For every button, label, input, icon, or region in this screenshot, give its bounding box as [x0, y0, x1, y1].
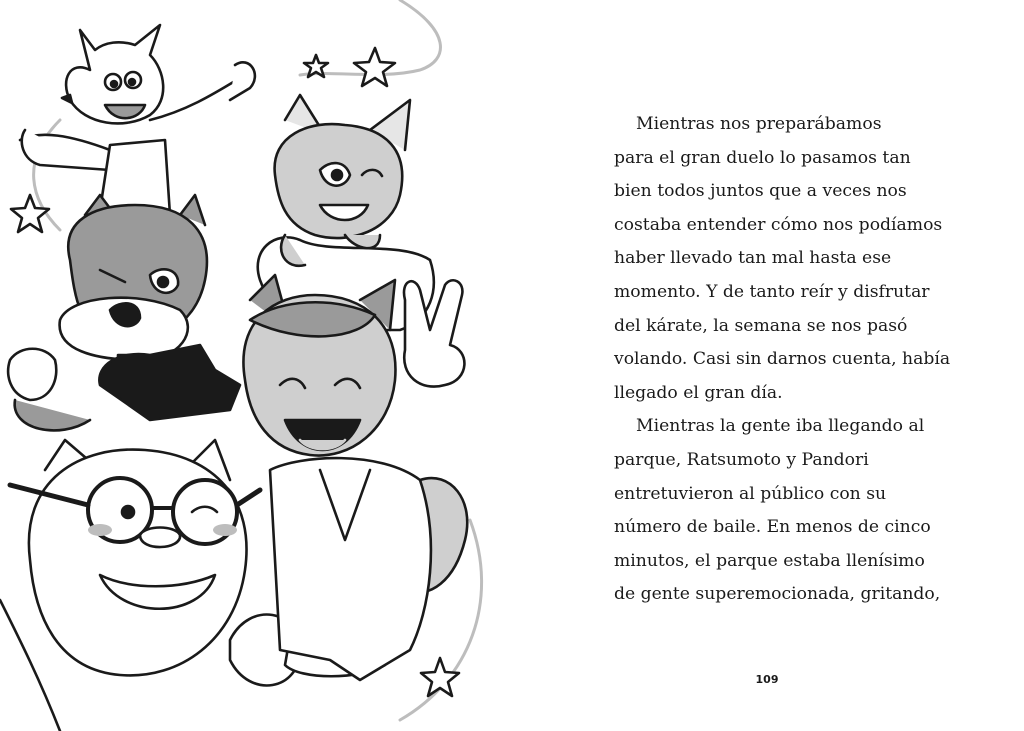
text-line: del kárate, la semana se nos pasó [614, 315, 908, 336]
text-line: costaba entender cómo nos podíamos [614, 214, 943, 235]
text-line: volando. Casi sin darnos cuenta, había [614, 349, 951, 370]
characters-illustration [0, 0, 500, 731]
text-line: de gente superemocionada, gritando, [614, 584, 941, 605]
text-line: Mientras la gente iba llegando al [636, 416, 925, 437]
text-line: minutos, el parque estaba llenísimo [614, 550, 925, 571]
text-line: momento. Y de tanto reír y disfrutar [614, 281, 930, 302]
text-page [614, 108, 951, 612]
text-line: Mientras nos preparábamos [636, 114, 882, 134]
karate-gi [270, 458, 431, 680]
fox-character [20, 25, 255, 215]
raccoon-character [99, 345, 240, 420]
paragraph-2 [614, 410, 944, 612]
paragraph-1 [614, 108, 951, 410]
text-line: haber llevado tan mal hasta ese [614, 248, 892, 269]
illustration-page [0, 0, 500, 731]
text-line: bien todos juntos que a veces nos [614, 181, 907, 202]
text-line: parque, Ratsumoto y Pandori [614, 449, 869, 470]
pig-character [0, 440, 300, 731]
star-icon [11, 195, 49, 232]
text-line: llegado el gran día. [614, 382, 783, 403]
text-line: para el gran duelo lo pasamos tan [614, 147, 911, 168]
page-number: 109 [755, 673, 779, 686]
text-line: número de baile. En menos de cinco [614, 517, 931, 538]
text-line: entretuvieron al público con su [614, 483, 887, 504]
star-icon [354, 48, 395, 86]
